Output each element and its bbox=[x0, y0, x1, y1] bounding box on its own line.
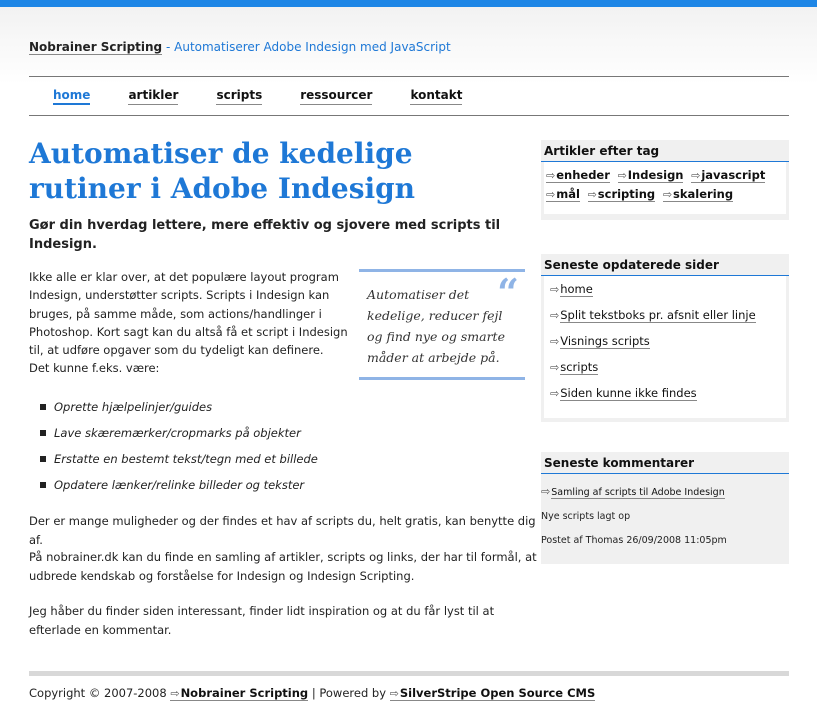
nav-ressourcer[interactable]: ressourcer bbox=[300, 88, 372, 105]
sidebar-tags-box bbox=[541, 140, 789, 220]
nav-artikler[interactable]: artikler bbox=[128, 88, 178, 105]
tag-link-javascript[interactable]: ⇨javascript bbox=[691, 168, 766, 182]
brand-separator: - bbox=[162, 40, 175, 54]
comment-meta: Postet af Thomas 26/09/2008 11:05pm bbox=[541, 535, 727, 546]
comment-item bbox=[541, 480, 789, 505]
comment-link[interactable]: ⇨Samling af scripts til Adobe Indesign bbox=[541, 485, 725, 498]
paragraph-closing: Jeg håber du finder siden interessant, finder lidt inspiration og at du får lyst til at efterlade en kommentar. bbox=[29, 604, 495, 637]
list-item: Opdatere lænker/relinke billeder og tekster bbox=[40, 472, 318, 498]
page-link-split[interactable]: ⇨Split tekstboks pr. afsnit eller linje bbox=[550, 308, 756, 322]
list-item: Lave skæremærker/cropmarks på objekter bbox=[40, 420, 318, 446]
page-link-home[interactable]: ⇨home bbox=[550, 282, 593, 296]
example-list bbox=[40, 394, 318, 498]
top-accent-bar bbox=[0, 0, 817, 7]
nav-rule-bottom bbox=[29, 115, 789, 116]
list-item: Oprette hjælpelinjer/guides bbox=[40, 394, 318, 420]
nav-home[interactable]: home bbox=[53, 88, 90, 105]
quote-mark-icon: “ bbox=[497, 270, 519, 315]
pull-quote bbox=[359, 269, 525, 380]
paragraph-scripts: Der er mange muligheder og der findes et hav af scripts du, helt gratis, kan benytte dig af. bbox=[29, 514, 536, 547]
link-arrow-icon: ⇨ bbox=[662, 188, 673, 201]
sidebar-comments-box bbox=[541, 452, 789, 564]
footer-copyright: Copyright © 2007-2008 bbox=[29, 686, 171, 700]
footer-cms-link[interactable]: ⇨SilverStripe Open Source CMS bbox=[389, 686, 596, 700]
footer-site-link[interactable]: ⇨Nobrainer Scripting bbox=[170, 686, 309, 700]
link-arrow-icon: ⇨ bbox=[550, 361, 560, 374]
tag-link-scripting[interactable]: ⇨scripting bbox=[587, 187, 656, 201]
comment-list bbox=[541, 474, 789, 553]
tag-list bbox=[544, 162, 786, 214]
intro-text: Ikke alle er klar over, at det populære layout program Indesign, understøtter scripts. Scripts i Indesign kan bruges, på samme måde, som actions/handlinger i Photoshop. Kort sagt kan du altså få et script i Indesign til, at udføre opgaver som du tydeligt kan definere. bbox=[29, 270, 348, 358]
pull-quote-text: Automatiser det kedelige, reducer fejl og find nye og smarte måder at arbejde på. bbox=[367, 287, 505, 365]
link-arrow-icon: ⇨ bbox=[389, 687, 399, 700]
site-name-link[interactable]: Nobrainer Scripting bbox=[29, 40, 163, 54]
tag-link-indesign[interactable]: ⇨Indesign bbox=[617, 168, 684, 182]
link-arrow-icon: ⇨ bbox=[550, 387, 560, 400]
sidebar-pages-title: Seneste opdaterede sider bbox=[541, 254, 789, 276]
sidebar-comments-title: Seneste kommentarer bbox=[541, 452, 789, 474]
page-lead: Gør din hverdag lettere, mere effektiv og sjovere med scripts til Indesign. bbox=[29, 218, 501, 252]
link-arrow-icon: ⇨ bbox=[691, 169, 701, 182]
link-arrow-icon: ⇨ bbox=[170, 687, 180, 700]
page-list bbox=[544, 276, 786, 418]
paragraph-about: På nobrainer.dk kan du finde en samling af artikler, scripts og links, der har til formål, at udbrede kendskab og forståelse for Indesign og Indesign Scripting. bbox=[29, 550, 537, 583]
link-arrow-icon: ⇨ bbox=[550, 309, 560, 322]
nav-kontakt[interactable]: kontakt bbox=[410, 88, 462, 105]
nav-scripts[interactable]: scripts bbox=[216, 88, 262, 105]
sidebar-pages-box bbox=[541, 254, 789, 422]
link-arrow-icon: ⇨ bbox=[550, 335, 560, 348]
page-link-notfound[interactable]: ⇨Siden kunne ikke findes bbox=[550, 386, 697, 400]
tag-link-skalering[interactable]: ⇨skalering bbox=[662, 187, 734, 201]
footer bbox=[29, 686, 595, 700]
tag-link-maal[interactable]: ⇨mål bbox=[546, 187, 580, 201]
list-item: Erstatte en bestemt tekst/tegn med et billede bbox=[40, 446, 318, 472]
site-brand bbox=[29, 40, 451, 54]
sidebar-tags-title: Artikler efter tag bbox=[541, 140, 789, 162]
link-arrow-icon: ⇨ bbox=[541, 485, 551, 498]
comment-text: Nye scripts lagt op bbox=[541, 511, 631, 522]
page-link-visnings[interactable]: ⇨Visnings scripts bbox=[550, 334, 650, 348]
page-link-scripts[interactable]: ⇨scripts bbox=[550, 360, 599, 374]
site-tagline: Automatiserer Adobe Indesign med JavaScript bbox=[174, 40, 451, 54]
footer-powered: | Powered by bbox=[308, 686, 390, 700]
intro-paragraph bbox=[29, 268, 354, 378]
tag-link-enheder[interactable]: ⇨enheder bbox=[546, 168, 610, 182]
page-title: Automatiser de kedelige rutiner i Adobe Indesign bbox=[29, 137, 416, 205]
footer-rule bbox=[29, 671, 789, 676]
intro-text-2: Det kunne f.eks. være: bbox=[29, 361, 160, 376]
main-nav bbox=[53, 88, 500, 105]
link-arrow-icon: ⇨ bbox=[546, 188, 556, 201]
link-arrow-icon: ⇨ bbox=[546, 169, 556, 182]
nav-rule-top bbox=[29, 76, 789, 77]
link-arrow-icon: ⇨ bbox=[617, 169, 627, 182]
link-arrow-icon: ⇨ bbox=[587, 188, 597, 201]
link-arrow-icon: ⇨ bbox=[550, 283, 560, 296]
